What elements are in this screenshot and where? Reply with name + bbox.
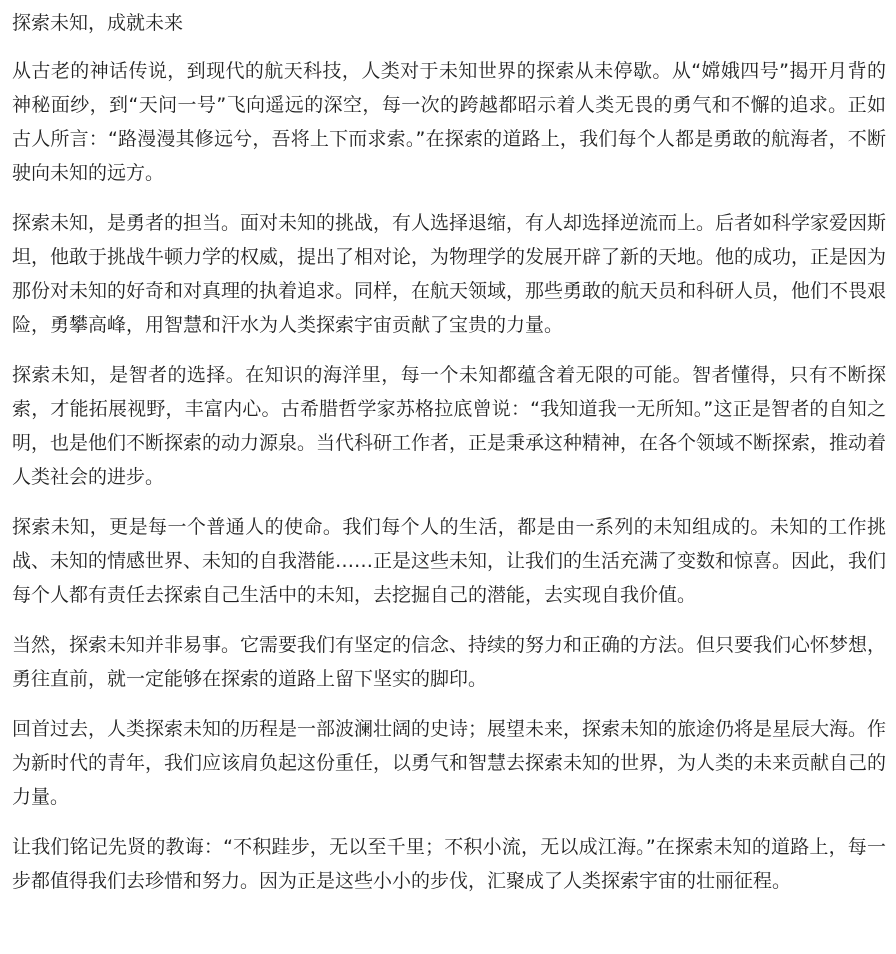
paragraph-intro: 从古老的神话传说，到现代的航天科技，人类对于未知世界的探索从未停歇。从“嫦娥四号”揭开月背的神秘面纱，到“天问一号”飞向遥远的深空，每一次的跨越都昭示着人类无畏的勇气和不懈的追求。正如古人所言：“路漫漫其修远兮，吾将上下而求索。”在探索的道路上，我们每个人都是勇敢的航海者，不断驶向未知的远方。: [12, 60, 886, 184]
paragraph-wisdom: 探索未知，是智者的选择。在知识的海洋里，每一个未知都蕴含着无限的可能。智者懂得，只有不断探索，才能拓展视野，丰富内心。古希腊哲学家苏格拉底曾说：“我知道我一无所知。”这正是智者的自知之明，也是他们不断探索的动力源泉。当代科研工作者，正是秉承这种精神，在各个领域不断探索，推动着人类社会的进步。: [12, 364, 887, 488]
paragraph-courage: 探索未知，是勇者的担当。面对未知的挑战，有人选择退缩，有人却选择逆流而上。后者如科学家爱因斯坦，他敢于挑战牛顿力学的权威，提出了相对论，为物理学的发展开辟了新的天地。他的成功，正是因为那份对未知的好奇和对真理的执着追求。同样，在航天领域，那些勇敢的航天员和科研人员，他们不畏艰险，勇攀高峰，用智慧和汗水为人类探索宇宙贡献了宝贵的力量。: [12, 212, 887, 336]
paragraph-difficulty: 当然，探索未知并非易事。它需要我们有坚定的信念、持续的努力和正确的方法。但只要我们心怀梦想，勇往直前，就一定能够在探索的道路上留下坚实的脚印。: [12, 634, 887, 690]
article: [12, 8, 886, 914]
article-title: 探索未知，成就未来: [12, 12, 184, 34]
paragraph-conclusion: 让我们铭记先贤的教诲：“不积跬步，无以至千里；不积小流，无以成江海。”在探索未知的道路上，每一步都值得我们去珍惜和努力。因为正是这些小小的步伐，汇聚成了人类探索宇宙的壮丽征程。: [12, 836, 886, 892]
paragraph-outlook: 回首过去，人类探索未知的历程是一部波澜壮阔的史诗；展望未来，探索未知的旅途仍将是星辰大海。作为新时代的青年，我们应该肩负起这份重任，以勇气和智慧去探索未知的世界，为人类的未来贡献自己的力量。: [12, 718, 887, 808]
paragraph-mission: 探索未知，更是每一个普通人的使命。我们每个人的生活，都是由一系列的未知组成的。未知的工作挑战、未知的情感世界、未知的自我潜能……正是这些未知，让我们的生活充满了变数和惊喜。因此，我们每个人都有责任去探索自己生活中的未知，去挖掘自己的潜能，去实现自我价值。: [12, 516, 887, 606]
